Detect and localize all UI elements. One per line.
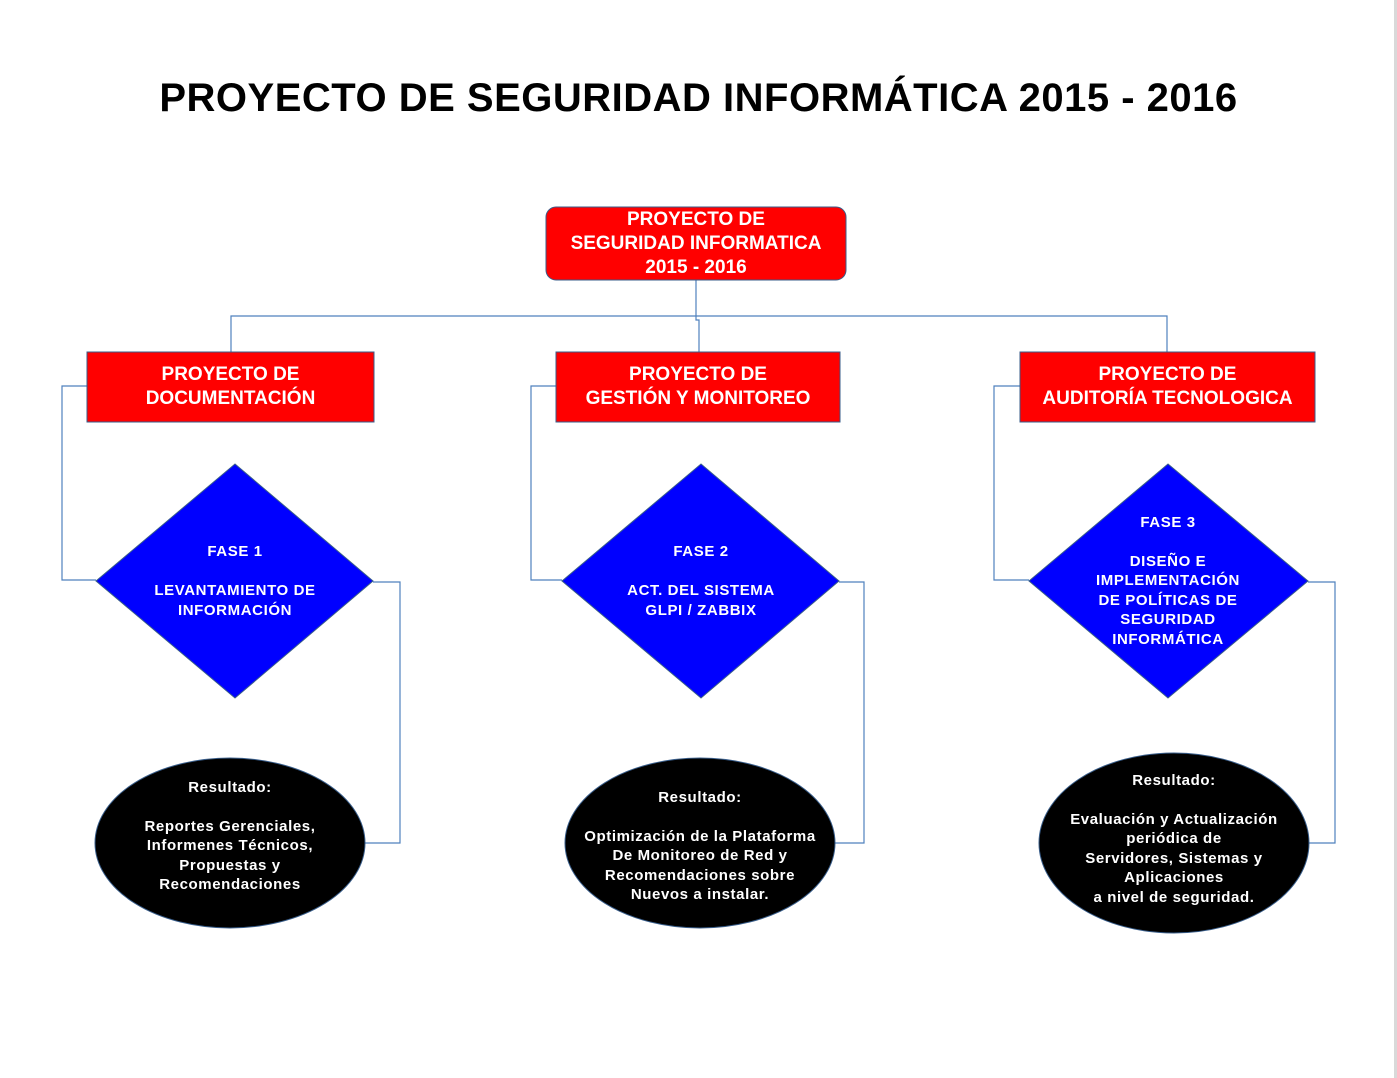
connector-2-right [834,582,864,843]
connector-3-right [1308,582,1335,843]
result-label-1: Resultado: Reportes Gerenciales, Informenes Técnicos, Propuestas y Recomendaciones [144,778,316,893]
page-title: PROYECTO DE SEGURIDAD INFORMÁTICA 2015 - 2016 [159,76,1238,120]
root-label: PROYECTO DE SEGURIDAD INFORMATICA 2015 - 2016 [570,208,822,278]
result-label-2: Resultado: Optimización de la Plataforma De Monitoreo de Red y Recomendaciones sobre Nuevos a instalar. [584,788,816,903]
result-label-3: Resultado: Evaluación y Actualización periódica de Servidores, Sistemas y Aplicaciones a nivel de seguridad. [1070,771,1278,906]
connector-1-right [365,582,400,843]
project-label-auditoria: PROYECTO DE AUDITORÍA TECNOLOGICA [1042,364,1293,409]
project-label-gestion: PROYECTO DE GESTIÓN Y MONITOREO [585,364,811,409]
phase-label-2: FASE 2 ACT. DEL SISTEMA GLPI / ZABBIX [627,543,775,619]
project-label-documentacion: PROYECTO DE DOCUMENTACIÓN [145,364,316,409]
phase-label-3: FASE 3 DISEÑO E IMPLEMENTACIÓN DE POLÍTICAS DE SEGURIDAD INFORMÁTICA [1096,513,1240,648]
phase-label-1: FASE 1 LEVANTAMIENTO DE INFORMACIÓN [154,543,316,619]
